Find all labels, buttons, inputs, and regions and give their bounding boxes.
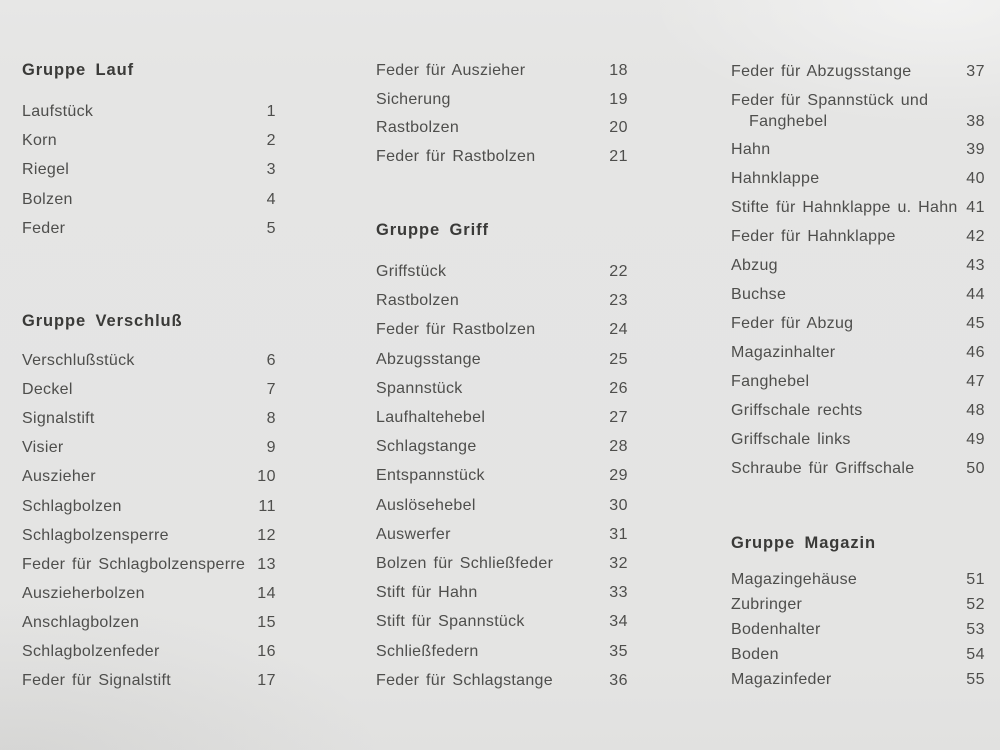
part-row bbox=[731, 399, 985, 423]
part-row bbox=[731, 457, 985, 481]
part-row bbox=[22, 349, 276, 373]
part-row bbox=[376, 406, 628, 430]
part-row bbox=[731, 370, 985, 394]
part-label: Bolzen für Schließfeder bbox=[376, 555, 554, 572]
part-number: 45 bbox=[966, 315, 985, 332]
part-label: Auslösehebel bbox=[376, 496, 476, 514]
part-row bbox=[376, 348, 628, 372]
part-number: 21 bbox=[609, 148, 628, 166]
part-row bbox=[376, 59, 628, 83]
part-label: Auszieherbolzen bbox=[22, 584, 145, 602]
part-label: Schlagbolzen bbox=[22, 497, 122, 515]
part-number: 20 bbox=[609, 119, 628, 137]
part-row bbox=[22, 553, 276, 577]
part-label: Schlagstange bbox=[376, 438, 477, 456]
part-label: Boden bbox=[731, 646, 779, 663]
part-number: 28 bbox=[609, 438, 628, 456]
part-row bbox=[731, 254, 985, 278]
part-label: Bolzen bbox=[22, 190, 73, 208]
part-number: 34 bbox=[609, 613, 628, 631]
part-number: 37 bbox=[966, 63, 985, 80]
part-number: 51 bbox=[966, 571, 985, 588]
part-row bbox=[22, 217, 276, 241]
part-label: Sicherung bbox=[376, 90, 451, 108]
part-number: 43 bbox=[966, 257, 985, 274]
part-number: 30 bbox=[609, 496, 628, 514]
part-label: Feder für Abzug bbox=[731, 315, 854, 332]
part-label: Spannstück bbox=[376, 379, 463, 397]
part-label: Riegel bbox=[22, 161, 70, 179]
part-label: Feder für Spannstück und bbox=[731, 92, 929, 109]
part-number: 7 bbox=[266, 381, 276, 399]
part-row bbox=[376, 88, 628, 112]
part-number: 31 bbox=[609, 525, 628, 543]
part-number: 29 bbox=[609, 467, 628, 485]
part-number: 4 bbox=[266, 190, 276, 208]
part-label: Feder für Auszieher bbox=[376, 62, 526, 79]
part-row bbox=[22, 465, 276, 489]
part-number: 13 bbox=[257, 555, 276, 573]
part-row bbox=[376, 116, 628, 140]
part-number: 44 bbox=[966, 286, 985, 303]
part-label: Fanghebel bbox=[749, 113, 828, 130]
part-number: 33 bbox=[609, 584, 628, 602]
part-row bbox=[731, 428, 985, 452]
part-row bbox=[22, 100, 276, 124]
part-row bbox=[376, 552, 628, 576]
part-label: Stifte für Hahnklappe u. Hahn bbox=[731, 199, 958, 216]
part-label: Rastbolzen bbox=[376, 292, 460, 310]
part-label: Stift für Hahn bbox=[376, 584, 478, 602]
part-row bbox=[22, 611, 276, 635]
part-label: Griffstück bbox=[376, 263, 447, 280]
part-row bbox=[22, 669, 276, 693]
part-number: 39 bbox=[966, 141, 985, 158]
part-row bbox=[22, 129, 276, 153]
part-number: 14 bbox=[257, 584, 276, 602]
part-number: 36 bbox=[609, 671, 628, 689]
part-number: 1 bbox=[266, 103, 276, 120]
part-number: 18 bbox=[609, 62, 628, 79]
part-label: Buchse bbox=[731, 286, 787, 303]
part-label: Schlagbolzensperre bbox=[22, 526, 169, 544]
part-row bbox=[376, 494, 628, 518]
part-number: 42 bbox=[966, 228, 985, 245]
part-row bbox=[22, 582, 276, 606]
part-row bbox=[731, 593, 985, 617]
part-row bbox=[22, 495, 276, 519]
part-label: Griffschale links bbox=[731, 431, 851, 448]
part-label: Feder für Rastbolzen bbox=[376, 321, 536, 339]
part-row bbox=[376, 289, 628, 313]
part-number: 8 bbox=[266, 410, 276, 428]
part-number: 54 bbox=[966, 646, 985, 663]
part-label: Griffschale rechts bbox=[731, 402, 863, 419]
part-row bbox=[731, 283, 985, 307]
column-right bbox=[731, 0, 985, 750]
part-number: 26 bbox=[609, 379, 628, 397]
part-number: 52 bbox=[966, 596, 985, 613]
part-row bbox=[22, 407, 276, 431]
part-row bbox=[731, 225, 985, 249]
part-label: Fanghebel bbox=[731, 373, 810, 390]
part-number: 40 bbox=[966, 170, 985, 187]
part-label: Schlagbolzenfeder bbox=[22, 643, 160, 660]
part-label: Entspannstück bbox=[376, 467, 485, 485]
part-row bbox=[731, 196, 985, 220]
part-number: 11 bbox=[258, 497, 276, 515]
part-label: Zubringer bbox=[731, 596, 803, 613]
part-number: 48 bbox=[966, 402, 985, 419]
part-row bbox=[731, 643, 985, 667]
part-label: Hahnklappe bbox=[731, 170, 820, 187]
part-label: Bodenhalter bbox=[731, 621, 821, 638]
part-row bbox=[22, 524, 276, 548]
part-number: 2 bbox=[266, 132, 276, 150]
part-label: Feder für Hahnklappe bbox=[731, 228, 896, 245]
part-row bbox=[376, 318, 628, 342]
part-row bbox=[22, 158, 276, 182]
part-number: 32 bbox=[609, 555, 628, 572]
part-number: 50 bbox=[966, 460, 985, 477]
part-row bbox=[22, 640, 276, 664]
part-label: Schraube für Griffschale bbox=[731, 460, 915, 477]
part-row bbox=[731, 167, 985, 191]
part-label: Abzugsstange bbox=[376, 350, 482, 368]
part-number: 6 bbox=[266, 352, 276, 369]
part-label: Rastbolzen bbox=[376, 119, 460, 137]
part-label: Signalstift bbox=[22, 410, 95, 428]
part-label: Deckel bbox=[22, 381, 73, 399]
part-label: Magazinfeder bbox=[731, 671, 832, 688]
part-row bbox=[376, 610, 628, 634]
part-row bbox=[731, 668, 985, 692]
part-row bbox=[731, 618, 985, 642]
part-number: 47 bbox=[966, 373, 985, 390]
part-label: Anschlagbolzen bbox=[22, 613, 140, 631]
part-number: 23 bbox=[609, 292, 628, 310]
part-number: 15 bbox=[257, 613, 276, 631]
part-label: Auszieher bbox=[22, 468, 96, 486]
part-row bbox=[376, 435, 628, 459]
part-number: 53 bbox=[966, 621, 985, 638]
part-row bbox=[376, 377, 628, 401]
group-heading: Gruppe Magazin bbox=[731, 534, 876, 552]
part-row bbox=[22, 188, 276, 212]
part-number: 10 bbox=[257, 468, 276, 486]
part-label: Feder für Abzugsstange bbox=[731, 63, 912, 80]
group-heading: Gruppe Griff bbox=[376, 221, 489, 239]
part-number: 5 bbox=[266, 219, 276, 237]
part-number: 49 bbox=[966, 431, 985, 448]
part-label: Laufstück bbox=[22, 103, 94, 120]
part-label: Laufhaltehebel bbox=[376, 409, 486, 426]
part-number: 25 bbox=[609, 350, 628, 368]
part-row bbox=[376, 581, 628, 605]
part-number: 27 bbox=[609, 409, 628, 426]
part-label: Korn bbox=[22, 132, 57, 150]
column-middle bbox=[376, 0, 628, 750]
part-label: Visier bbox=[22, 439, 64, 457]
part-label: Feder für Schlagbolzensperre bbox=[22, 555, 246, 573]
column-left bbox=[22, 0, 276, 750]
part-row bbox=[376, 145, 628, 169]
part-label: Feder für Schlagstange bbox=[376, 671, 553, 689]
part-label: Magazinhalter bbox=[731, 344, 836, 361]
part-row bbox=[731, 138, 985, 162]
part-label: Hahn bbox=[731, 141, 771, 158]
part-label: Auswerfer bbox=[376, 525, 451, 543]
part-number: 46 bbox=[966, 344, 985, 361]
part-number: 9 bbox=[266, 439, 276, 457]
part-number: 24 bbox=[609, 321, 628, 339]
part-number: 12 bbox=[257, 526, 276, 544]
part-label: Stift für Spannstück bbox=[376, 613, 525, 631]
part-label: Feder bbox=[22, 219, 66, 237]
part-row bbox=[376, 260, 628, 284]
group-heading: Gruppe Verschluß bbox=[22, 312, 183, 330]
part-row bbox=[376, 669, 628, 693]
part-label: Feder für Signalstift bbox=[22, 672, 172, 690]
part-row bbox=[22, 436, 276, 460]
part-row bbox=[22, 378, 276, 402]
part-row bbox=[731, 312, 985, 336]
part-number: 22 bbox=[609, 263, 628, 280]
part-number: 17 bbox=[257, 672, 276, 690]
part-row bbox=[376, 640, 628, 664]
part-label: Feder für Rastbolzen bbox=[376, 148, 536, 166]
part-number: 41 bbox=[966, 199, 985, 216]
part-number: 35 bbox=[609, 642, 628, 660]
part-label: Verschlußstück bbox=[22, 352, 135, 369]
part-row bbox=[376, 464, 628, 488]
part-row bbox=[731, 110, 985, 134]
part-label: Magazingehäuse bbox=[731, 571, 858, 588]
part-number: 19 bbox=[609, 90, 628, 108]
part-number: 3 bbox=[266, 161, 276, 179]
part-label: Abzug bbox=[731, 257, 778, 274]
part-number: 38 bbox=[966, 113, 985, 130]
part-row bbox=[376, 523, 628, 547]
part-number: 55 bbox=[966, 671, 985, 688]
part-row bbox=[731, 341, 985, 365]
group-heading: Gruppe Lauf bbox=[22, 61, 134, 79]
part-number: 16 bbox=[257, 643, 276, 660]
part-label: Schließfedern bbox=[376, 642, 479, 660]
part-row bbox=[731, 568, 985, 592]
part-row bbox=[731, 60, 985, 84]
